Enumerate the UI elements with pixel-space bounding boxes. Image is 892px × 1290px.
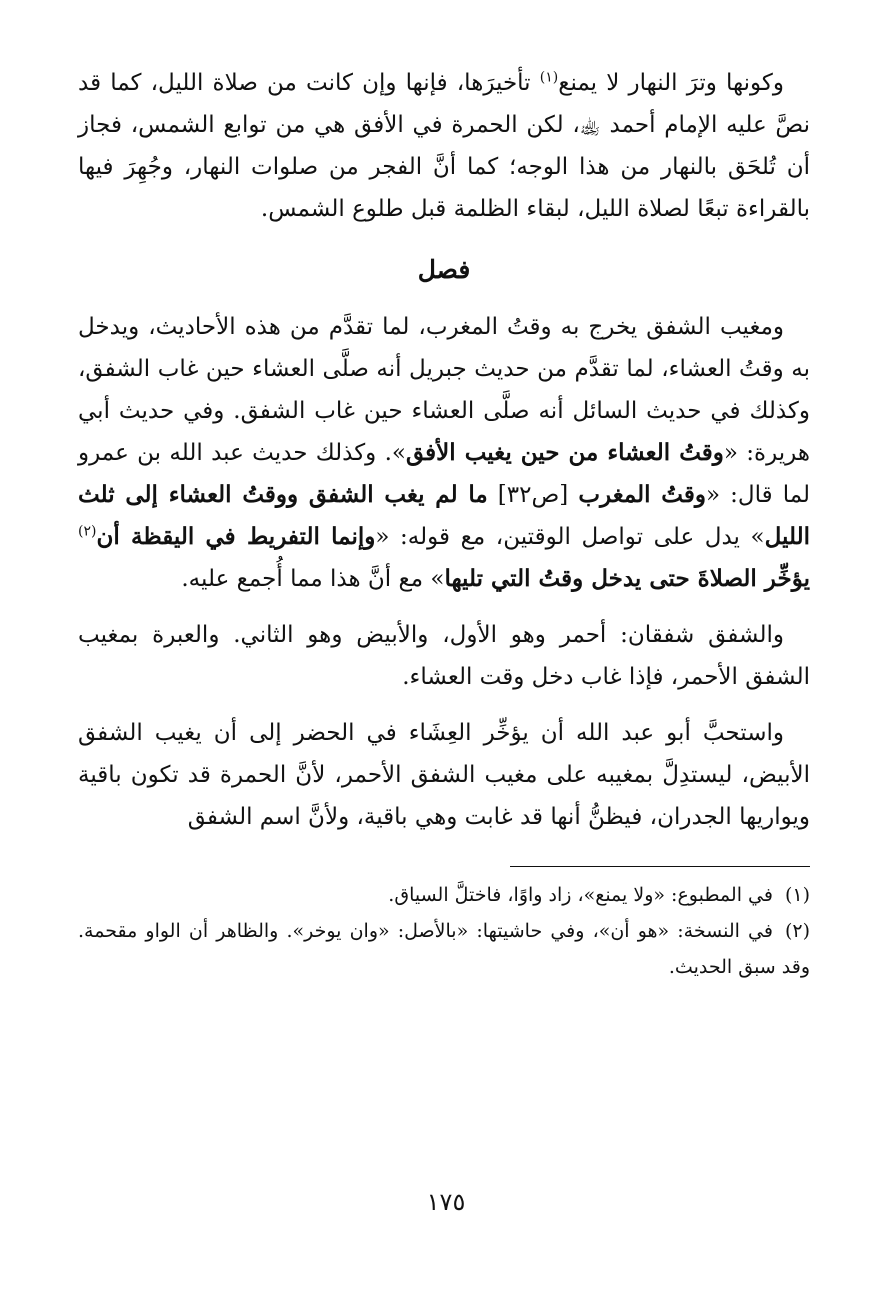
footnote-separator <box>510 866 810 867</box>
text-run: » يدل على تواصل الوقتين، مع قوله: « <box>375 524 765 550</box>
hadith-quote: يؤخِّر الصلاةَ حتى يدخل وقتُ التي تليها <box>444 565 810 592</box>
body-paragraph-2 <box>78 306 810 600</box>
footnote-2 <box>78 913 810 985</box>
text-run: تأخيرَها، فإنها وإن كانت من صلاة الليل، كما قد نصَّ عليه الإمام أحمد ﵀، لكن الحمرة في الأفق هي من توابع الشمس، فجاز أن تُلحَق بالنهار من هذا الوجه؛ كما أنَّ الفجر من صلوات النهار، وجُهِرَ فيها بالقراءة تبعًا لصلاة الليل، لبقاء الظلمة قبل طلوع الشمس. <box>78 70 810 222</box>
footnote-text: في المطبوع: «ولا يمنع»، زاد واوًا، فاختلَّ السياق. <box>388 884 773 906</box>
body-paragraph-4: واستحبَّ أبو عبد الله أن يؤخِّر العِشَاء في الحضر إلى أن يغيب الشفق الأبيض، ليستدِلَّ بمغيبه على مغيب الشفق الأحمر، لأنَّ الحمرة قد تكون باقية ويواريها الجدران، فيظنُّ أنها قد غابت وهي باقية، ولأنَّ اسم الشفق <box>78 720 810 830</box>
paragraph-gap <box>78 698 810 712</box>
footnote-1 <box>78 877 810 913</box>
footnote-ref-2[interactable]: (٢) <box>78 523 97 540</box>
text-run: ومغيب الشفق يخرج به وقتُ المغرب، لما تقدَّم من هذه الأحاديث، ويدخل به وقتُ العشاء، لما تقدَّم من حديث جبريل أنه صلَّى العشاء حين غاب الشفق، وكذلك في حديث السائل أنه صلَّى العشاء حين غاب الشفق. وفي حديث أبي هريرة: « <box>78 314 810 466</box>
footnote-ref-1[interactable]: (١) <box>539 69 559 86</box>
page-marker: [ص٣٢] <box>487 482 579 508</box>
section-heading: فصل <box>417 255 471 284</box>
paragraph-gap <box>78 600 810 614</box>
body-paragraph-3: والشفق شفقان: أحمر وهو الأول، والأبيض وهو الثاني. والعبرة بمغيب الشفق الأحمر، فإذا غاب دخل وقت العشاء. <box>78 622 810 690</box>
hadith-quote: وقتُ المغرب <box>578 481 706 508</box>
hadith-quote: ما لم يغب الشفق ووقتُ العشاء إلى ثلث الليل <box>78 481 811 550</box>
text-run: » مع أنَّ هذا مما أُجمع عليه. <box>181 566 445 592</box>
hadith-quote: وإنما التفريط في اليقظة أن <box>96 523 376 550</box>
footnote-number: (١) <box>784 884 810 906</box>
text-run: ». وكذلك حديث عبد الله بن عمرو لما قال: « <box>78 440 810 508</box>
footnote-text: في النسخة: «هو أن»، وفي حاشيتها: «بالأصل: «وان يوخر». والظاهر أن الواو مقحمة. وقد سبق الحديث. <box>78 920 810 978</box>
footnote-number: (٢) <box>784 920 810 942</box>
text-run: وكونها وترَ النهار لا يمنع <box>558 70 784 96</box>
hadith-quote: وقتُ العشاء من حين يغيب الأفق <box>406 439 724 466</box>
page-number: ١٧٥ <box>426 1188 466 1216</box>
body-paragraph-1 <box>78 62 810 230</box>
